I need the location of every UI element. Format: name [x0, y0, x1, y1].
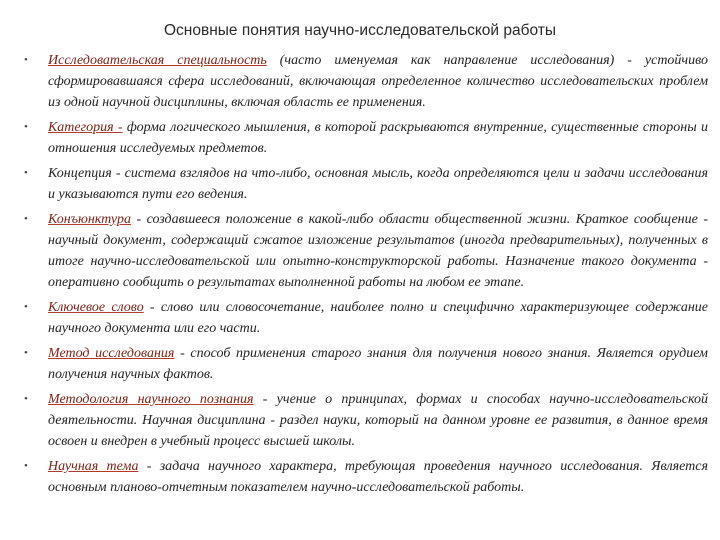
definition: (часто именуемая как направление исследования) - устойчиво сформировавшаяся сфера исследований, включающая определенное количество исследовательских проблем из одной научной дисциплины, включая область ее применения.	[48, 53, 709, 110]
definition: Концепция - система взглядов на что-либо, основная мысль, когда определяются цели и задачи исследования и указываются пути его ведения.	[48, 166, 708, 202]
list-item	[24, 209, 708, 293]
concept-list	[24, 50, 708, 502]
definition: - учение о принципах, формах и способах научно-исследовательской деятельности. Научная дисциплина - раздел науки, который на данном уровне ее развития, в данное время освоен и внедрен в учебный процесс высшей школы.	[48, 392, 708, 449]
term: Ключевое слово	[48, 300, 144, 315]
list-item	[24, 163, 708, 205]
term: Методология научного познания	[48, 392, 254, 407]
bullet-icon: •	[24, 301, 28, 313]
term: Исследовательская специальность	[48, 53, 267, 68]
term: Конъюнктура	[48, 212, 131, 227]
bullet-icon: •	[24, 393, 28, 405]
term: Научная тема	[48, 459, 139, 474]
definition: - способ применения старого знания для получения нового знания. Является орудием получения научных фактов.	[48, 346, 708, 382]
list-item	[24, 297, 708, 339]
definition: - слово или словосочетание, наиболее полно и специфично характеризующее содержание научного документа или его части.	[48, 300, 708, 336]
bullet-icon: •	[24, 54, 28, 66]
bullet-icon: •	[24, 167, 28, 179]
list-item	[24, 343, 708, 385]
definition: - задача научного характера, требующая проведения научного исследования. Является основным планово-отчетным показателем научно-исследовательской работы.	[48, 459, 709, 495]
list-item	[24, 117, 708, 159]
list-item	[24, 50, 708, 113]
list-item	[24, 456, 708, 498]
list-item	[24, 389, 708, 452]
definition: форма логического мышления, в которой раскрываются внутренние, существенные стороны и отношения исследуемых предметов.	[48, 120, 708, 156]
term: Категория -	[48, 120, 123, 135]
bullet-icon: •	[24, 460, 28, 472]
bullet-icon: •	[24, 347, 28, 359]
bullet-icon: •	[24, 213, 28, 225]
bullet-icon: •	[24, 121, 28, 133]
slide-title: Основные понятия научно-исследовательской работы	[163, 22, 556, 39]
term: Метод исследования	[48, 346, 175, 361]
definition: - создавшееся положение в какой-либо области общественной жизни. Краткое сообщение - научный документ, содержащий сжатое изложение результатов (иногда предварительных), полученных в итоге научно-исследовательской или опытно-конструкторской работы. Назначение такого документа - оперативно сообщить о результатах выполненной работы на любом ее этапе.	[48, 212, 708, 290]
